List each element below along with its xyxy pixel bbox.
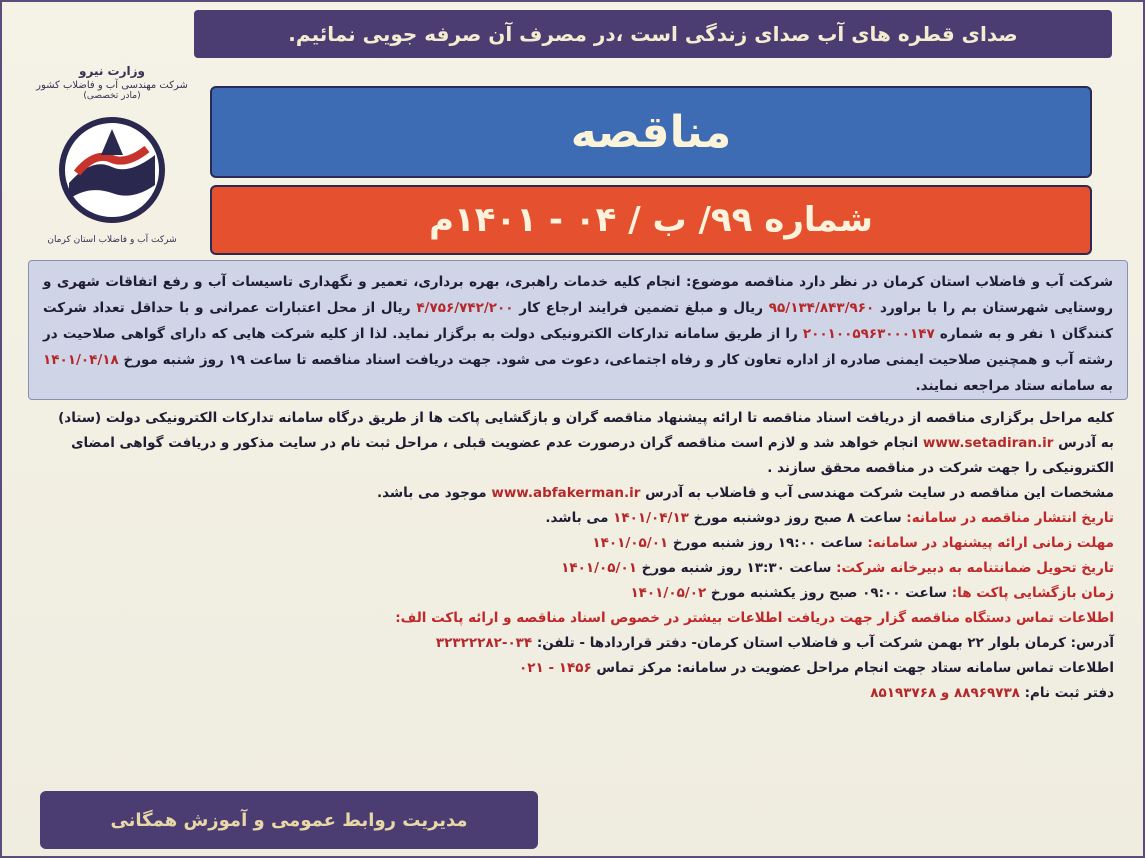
offer-value: ساعت ۱۹:۰۰ روز شنبه مورخ [668, 535, 868, 551]
process-text-a: کلیه مراحل برگزاری مناقصه از دریافت اسناد مناقصه تا ارائه پیشنهاد مناقصه گران و بازگشایی پاکت ها از طریق درگاه سامانه تدارکات الکترونیکی دولت (ستاد) به آدرس [58, 410, 1114, 451]
logo-caption: شرکت آب و فاضلاب استان کرمان [47, 235, 177, 245]
intro-paragraph [28, 260, 1128, 400]
intro-text-4: را از طریق سامانه تدارکات الکترونیکی دولت به برگزار نماید. لذا از کلیه شرکت هایی که دارای گواهی صلاحیت در رشته آب و همچنین صلاحیت ایمنی صادره از اداره تعاون کار و رفاه اجتماعی، دعوت می شود. جهت دریافت اسناد مناقصه تا ساعت ۱۹ روز شنبه مورخ [43, 326, 1114, 368]
setad-phone: ۱۴۵۶ - ۰۲۱ [519, 660, 592, 676]
specs-text-a: مشخصات این مناقصه در سایت شرکت مهندسی آب و فاضلاب به آدرس [640, 485, 1114, 501]
setad-contact-text: اطلاعات تماس سامانه ستاد جهت انجام مراحل عضویت در سامانه: مرکز تماس [591, 660, 1114, 676]
tender-details [28, 406, 1128, 786]
estimate-amount: ۹۵/۱۳۴/۸۴۳/۹۶۰ [768, 300, 875, 316]
footer-banner [40, 791, 538, 849]
contact-heading: اطلاعات تماس دستگاه مناقصه گزار جهت دریافت اطلاعات بیشتر در خصوص اسناد مناقصه و ارائه پاکت الف: [395, 610, 1114, 626]
delivery-label: تاریخ تحویل ضمانتنامه به دبیرخانه شرکت: [836, 560, 1114, 576]
address-text: آدرس: کرمان بلوار ۲۲ بهمن شرکت آب و فاضلاب استان کرمان- دفتر قراردادها - تلفن: [532, 635, 1114, 651]
abfa-link[interactable]: www.abfakerman.ir [491, 485, 641, 501]
tender-number [210, 185, 1092, 255]
intro-text-5: به سامانه ستاد مراجعه نمایند. [915, 378, 1113, 394]
water-company-logo-icon [57, 115, 167, 225]
opening-value: ساعت ۰۹:۰۰ صبح روز یکشنبه مورخ [706, 585, 952, 601]
guarantee-delivery-line [42, 556, 1114, 581]
footer-text: مدیریت روابط عمومی و آموزش همگانی [110, 809, 468, 831]
offer-date: ۱۴۰۱/۰۵/۰۱ [592, 535, 669, 551]
registration-label: دفتر ثبت نام: [1019, 685, 1114, 701]
contact-phone: ۰۳۴-۳۲۳۲۲۲۸۲ [435, 635, 533, 651]
offer-label: مهلت زمانی ارائه پیشنهاد در سامانه: [867, 535, 1114, 551]
publish-value: ساعت ۸ صبح روز دوشنبه مورخ [688, 510, 907, 526]
tender-registration-number: ۲۰۰۱۰۰۵۹۶۳۰۰۰۱۴۷ [802, 326, 935, 342]
delivery-date: ۱۴۰۱/۰۵/۰۱ [561, 560, 637, 576]
logo-block [22, 58, 202, 253]
publish-end: می باشد. [545, 510, 614, 526]
delivery-value: ساعت ۱۳:۳۰ روز شنبه مورخ [636, 560, 837, 576]
opening-label: زمان بازگشایی پاکت ها: [951, 585, 1114, 601]
publish-label: تاریخ انتشار مناقصه در سامانه: [906, 510, 1114, 526]
title-text: مناقصه [570, 106, 732, 158]
publish-date-line [42, 506, 1114, 531]
process-paragraph [42, 406, 1114, 481]
company-name: شرکت مهندسی آب و فاضلاب کشور [36, 80, 188, 91]
number-text: شماره ۹۹/ ب / ۰۴ - ۱۴۰۱م [429, 200, 873, 240]
setad-link[interactable]: www.setadiran.ir [922, 435, 1054, 451]
specs-paragraph [42, 481, 1114, 506]
registration-line [42, 681, 1114, 706]
intro-text-2: ریال و مبلغ تضمین فرایند ارجاع کار [513, 300, 769, 316]
ministry-name: وزارت نیرو [79, 64, 145, 78]
company-subtitle: (مادر تخصصی) [83, 91, 141, 101]
opening-date: ۱۴۰۱/۰۵/۰۲ [630, 585, 707, 601]
banner-text: صدای قطره های آب صدای زندگی است ،در مصرف آن صرفه جویی نمائیم. [288, 22, 1018, 46]
setad-contact-line [42, 656, 1114, 681]
intro-text-1: شرکت آب و فاضلاب استان کرمان در نظر دارد مناقصه موضوع: انجام کلیه خدمات راهبری، بهره برداری، تعمیر و نگهداری تاسیسات آب و رفع اتفاقات شهری و روستایی شهرستان بم را با براورد [43, 274, 1113, 316]
opening-line [42, 581, 1114, 606]
document-deadline-date: ۱۴۰۱/۰۴/۱۸ [43, 352, 119, 368]
address-line [42, 631, 1114, 656]
offer-deadline-line [42, 531, 1114, 556]
process-text-b: انجام خواهد شد و لازم است مناقصه گران درصورت عدم عضویت قبلی ، مراحل ثبت نام در سایت مذکور و دریافت گواهی امضای الکترونیکی را جهت شرکت در مناقصه محقق سازند . [71, 435, 1114, 476]
specs-text-b: موجود می باشد. [376, 485, 492, 501]
top-banner [194, 10, 1112, 58]
guarantee-amount: ۴/۷۵۶/۷۴۲/۲۰۰ [416, 300, 514, 316]
registration-phones: ۸۸۹۶۹۷۳۸ و ۸۵۱۹۳۷۶۸ [870, 685, 1020, 701]
intro-text-3: ریال از محل اعتبارات عمرانی و با حداقل تعداد شرکت کنندگان ۱ نفر و به شماره [43, 300, 1113, 342]
tender-title [210, 86, 1092, 178]
publish-date: ۱۴۰۱/۰۴/۱۳ [613, 510, 689, 526]
